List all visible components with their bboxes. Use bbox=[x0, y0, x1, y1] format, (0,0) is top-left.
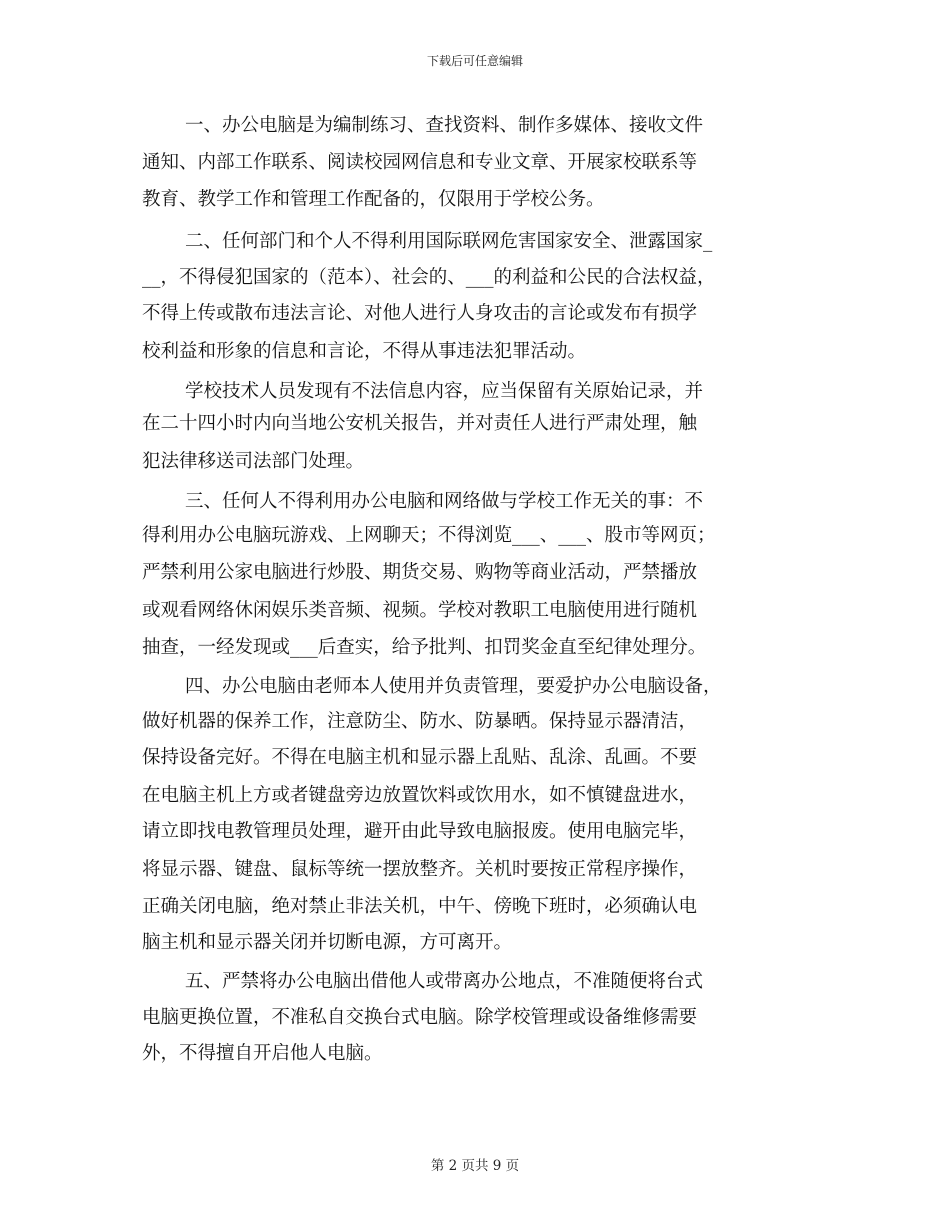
paragraph-4-line-3: 严禁利用公家电脑进行炒股、期货交易、购物等商业活动，严禁播放 bbox=[142, 562, 698, 583]
paragraph-6-line-1: 五、严禁将办公电脑出借他人或带离办公地点，不准随便将台式 bbox=[185, 971, 704, 992]
paragraph-1-line-3: 教育、教学工作和管理工作配备的，仅限用于学校公务。 bbox=[142, 189, 605, 210]
paragraph-5-line-5: 请立即找电教管理员处理，避开由此导致电脑报废。使用电脑完毕， bbox=[142, 821, 698, 842]
paragraph-6-line-3: 外，不得擅自开启他人电脑。 bbox=[142, 1043, 383, 1064]
page-header: 下载后可任意编辑 bbox=[426, 54, 523, 68]
paragraph-4-line-1: 三、任何人不得利用办公电脑和网络做与学校工作无关的事：不 bbox=[185, 491, 704, 512]
paragraph-4-line-5: 抽查，一经发现或___后查实，给予批判、扣罚奖金直至纪律处理分。 bbox=[142, 637, 707, 658]
paragraph-3-line-2: 在二十四小时内向当地公安机关报告，并对责任人进行严肃处理，触 bbox=[142, 413, 698, 434]
paragraph-5-line-1: 四、办公电脑由老师本人使用并负责管理，要爱护办公电脑设备， bbox=[185, 676, 722, 697]
paragraph-3-line-3: 犯法律移送司法部门处理。 bbox=[142, 451, 365, 472]
paragraph-2-line-1: 二、任何部门和个人不得利用国际联网危害国家安全、泄露国家_ bbox=[185, 231, 713, 252]
paragraph-2-line-2: __，不得侵犯国家的（范本）、社会的、___的利益和公民的合法权益， bbox=[142, 267, 716, 288]
paragraph-2-line-3: 不得上传或散布违法言论、对他人进行人身攻击的言论或发布有损学 bbox=[142, 303, 698, 324]
paragraph-6-line-2: 电脑更换位置，不准私自交换台式电脑。除学校管理或设备维修需要 bbox=[142, 1007, 698, 1028]
paragraph-4-line-4: 或观看网络休闲娱乐类音频、视频。学校对教职工电脑使用进行随机 bbox=[142, 600, 698, 621]
paragraph-5-line-7: 正确关闭电脑，绝对禁止非法关机，中午、傍晚下班时，必须确认电 bbox=[142, 896, 698, 917]
paragraph-2-line-4: 校利益和形象的信息和言论，不得从事违法犯罪活动。 bbox=[142, 341, 587, 362]
paragraph-3-line-1: 学校技术人员发现有不法信息内容，应当保留有关原始记录，并 bbox=[185, 381, 704, 402]
paragraph-5-line-3: 保持设备完好。不得在电脑主机和显示器上乱贴、乱涂、乱画。不要 bbox=[142, 747, 698, 768]
paragraph-5-line-6: 将显示器、键盘、鼠标等统一摆放整齐。关机时要按正常程序操作， bbox=[142, 859, 698, 880]
paragraph-1-line-1: 一、办公电脑是为编制练习、查找资料、制作多媒体、接收文件 bbox=[185, 115, 704, 136]
paragraph-5-line-4: 在电脑主机上方或者键盘旁边放置饮料或饮用水，如不慎键盘进水， bbox=[142, 785, 698, 806]
paragraph-5-line-8: 脑主机和显示器关闭并切断电源，方可离开。 bbox=[142, 932, 513, 953]
paragraph-5-line-2: 做好机器的保养工作，注意防尘、防水、防暴晒。保持显示器清洁， bbox=[142, 711, 698, 732]
page-number-footer: 第 2 页共 9 页 bbox=[430, 1158, 520, 1174]
paragraph-4-line-2: 得利用办公电脑玩游戏、上网聊天；不得浏览___、___、股市等网页； bbox=[142, 525, 716, 546]
paragraph-1-line-2: 通知、内部工作联系、阅读校园网信息和专业文章、开展家校联系等 bbox=[142, 152, 698, 173]
